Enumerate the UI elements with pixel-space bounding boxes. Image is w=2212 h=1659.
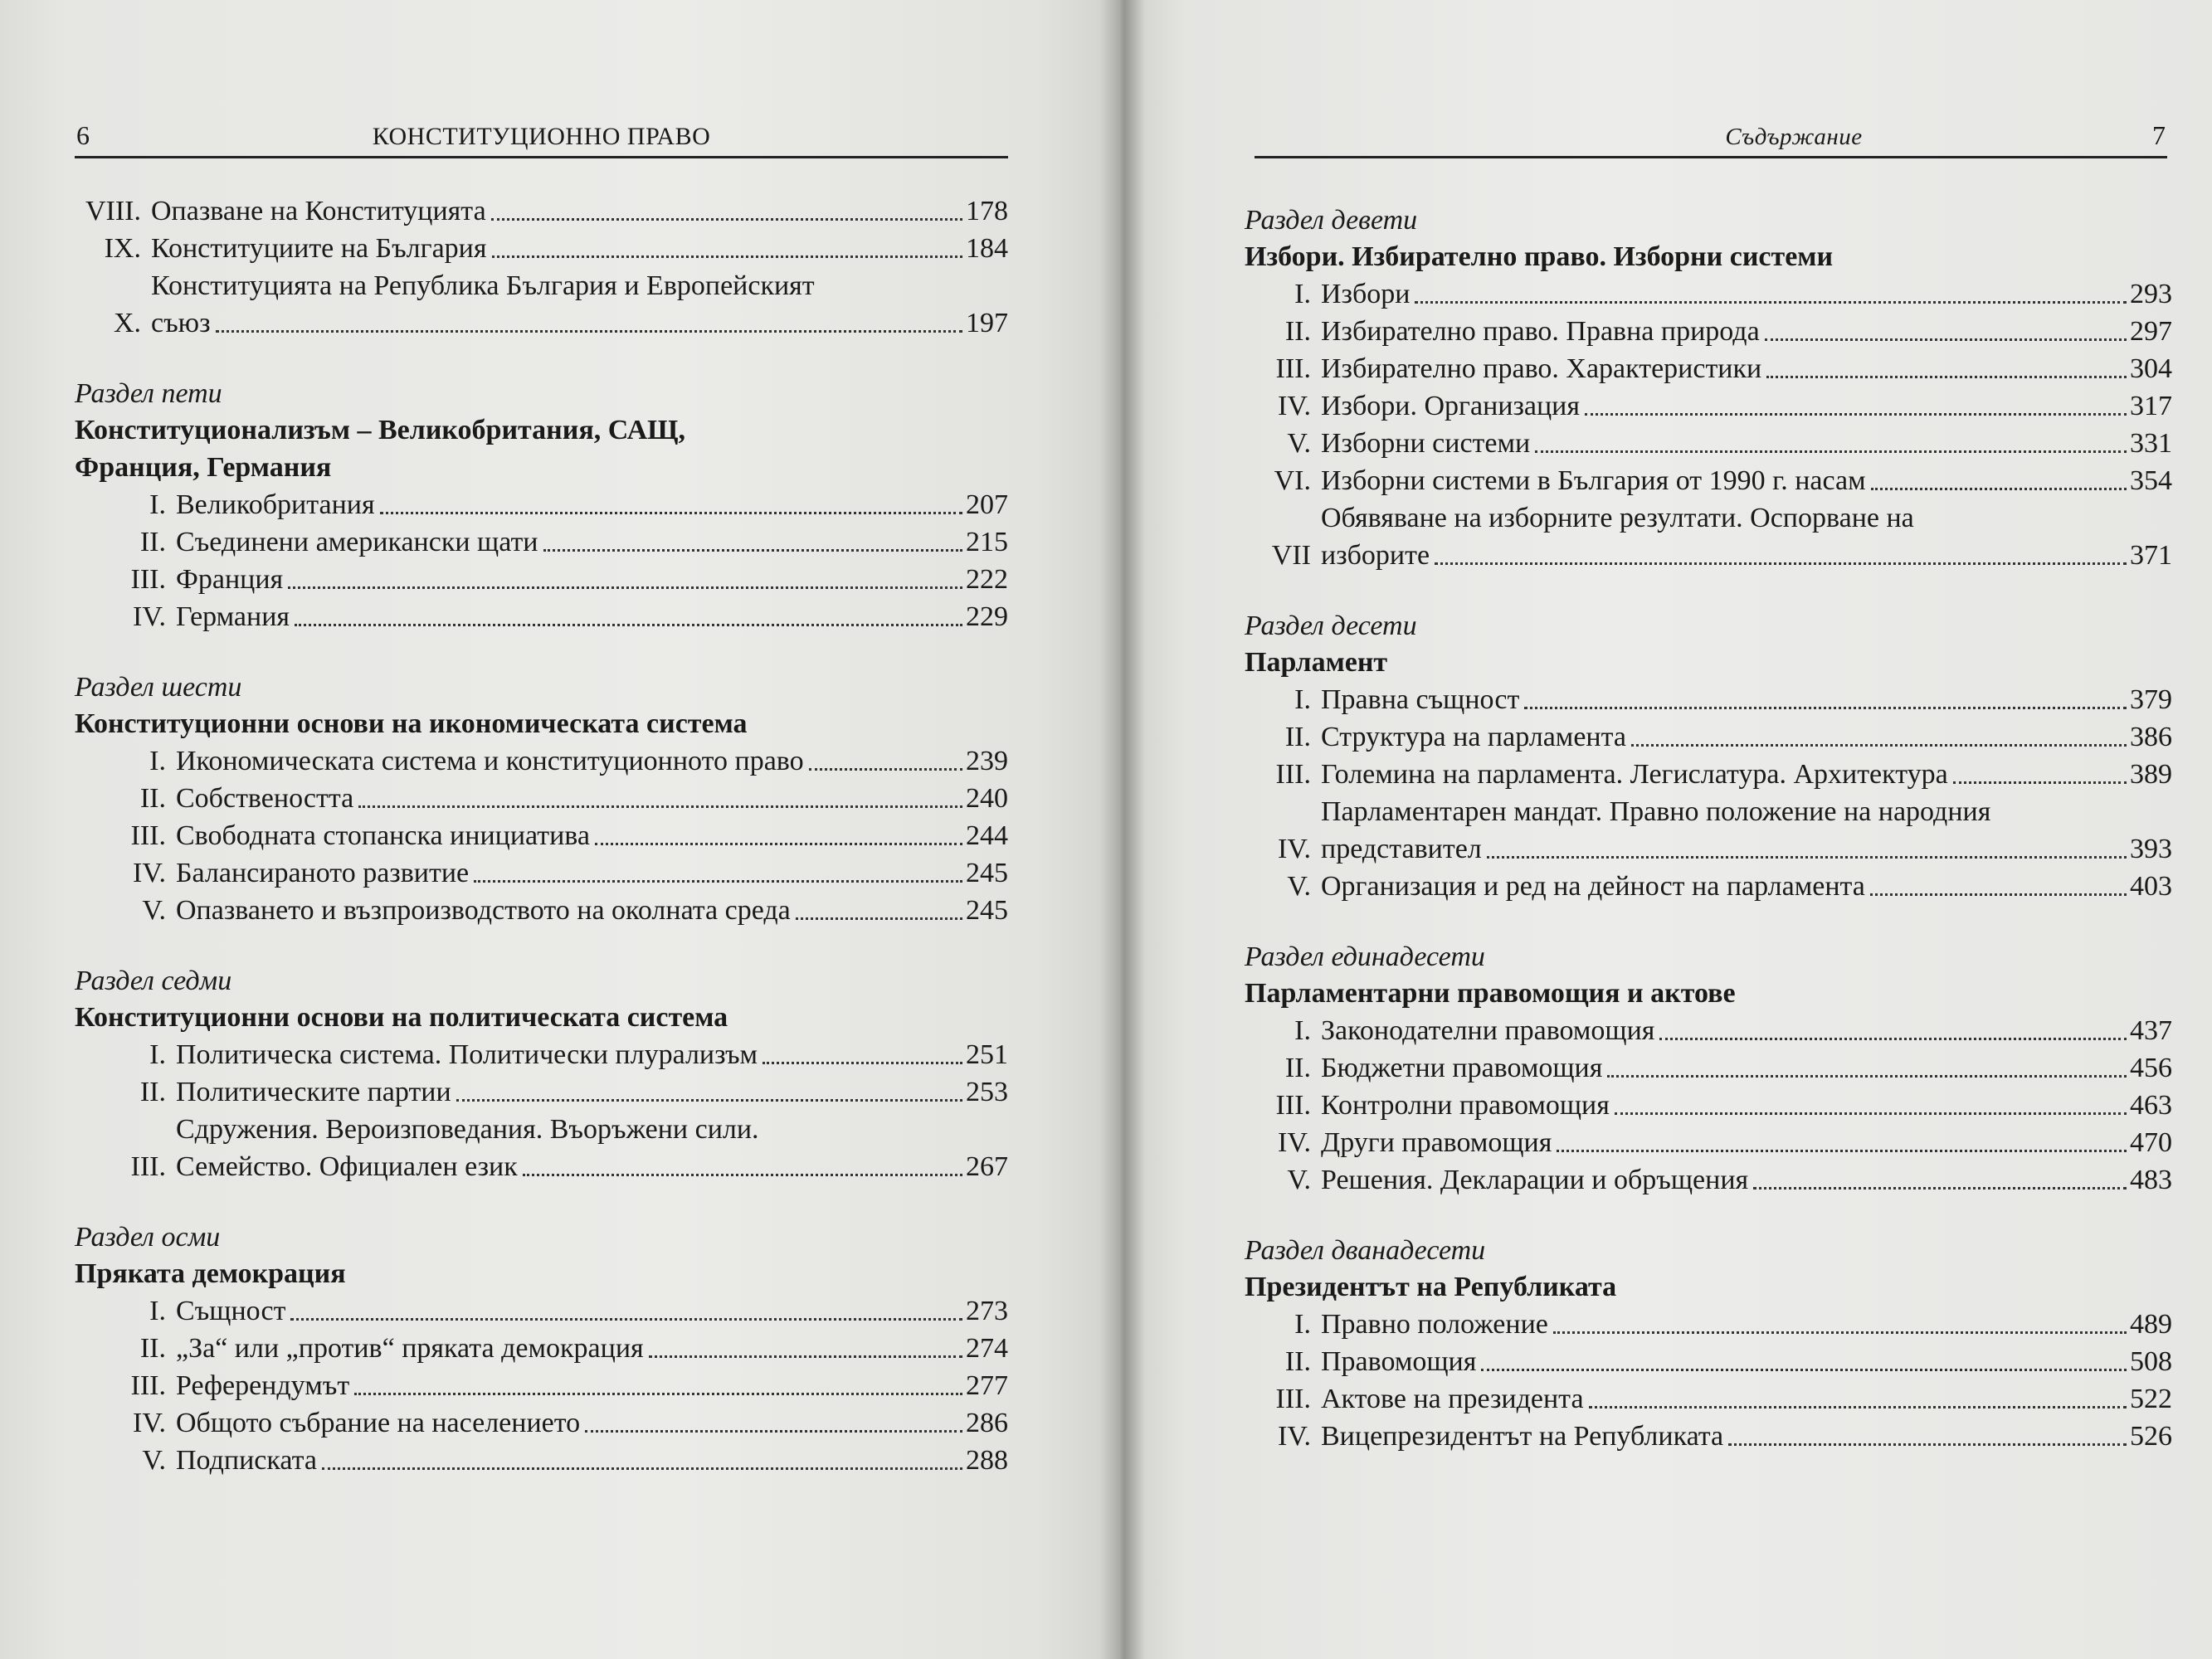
entry-page: 304 [2130,353,2172,384]
entry-page: 470 [2130,1127,2172,1158]
leader-dots [1953,781,2127,784]
entry-page: 297 [2130,316,2172,347]
toc-entry [75,742,1008,780]
entry-title: Съединени американски щати [176,527,538,557]
entry-number: II. [139,1333,166,1364]
entry-page: 489 [2130,1309,2172,1340]
entry-page: 251 [966,1039,1008,1070]
entry-page: 437 [2130,1015,2172,1046]
entry-title: Правно положение [1321,1309,1548,1340]
entry-number: II. [1284,1346,1311,1377]
toc-entry [75,230,1008,267]
entry-body [1321,1306,2172,1343]
entry-page: 389 [2130,759,2172,790]
toc-entry [75,1292,1008,1330]
leader-dots [1870,893,2127,896]
leader-dots [216,330,962,333]
entry-title: Икономическата система и конституционното право [176,746,804,776]
entry-title-continued: изборите [1321,540,1430,571]
leader-dots [288,586,962,589]
section-heading: Парламент [1245,647,1388,678]
leader-dots [1535,450,2127,453]
entry-number: II. [139,1077,166,1107]
entry-number: IV. [133,601,166,632]
entry-number: III. [1275,1384,1311,1414]
leader-dots [1607,1075,2127,1078]
entry-page: 197 [966,308,1008,338]
leader-dots [523,1174,962,1176]
entry-number: III. [1275,353,1311,384]
entry-page: 178 [966,196,1008,226]
entry-title: Опазване на Конституцията [151,196,486,226]
entry-number: V. [1287,1165,1311,1195]
entry-title: Решения. Декларации и обръщения [1321,1165,1749,1195]
running-title: КОНСТИТУЦИОННО ПРАВО [372,123,711,150]
entry-page: 267 [966,1151,1008,1182]
entry-number: II. [139,783,166,814]
toc-entry [1245,1161,2172,1199]
running-title: Съдържание [1725,124,1863,150]
entry-body [176,598,1008,635]
entry-title: Организация и ред на дейност на парламента [1321,871,1865,902]
toc-entry [1245,1418,2172,1455]
entry-number: II. [1284,722,1311,752]
entry-page: 245 [966,858,1008,888]
entry-page: 239 [966,746,1008,776]
entry-number: I. [149,1039,166,1070]
page-number: 7 [2152,120,2166,150]
section-heading: Парламентарни правомощия и актове [1245,978,1736,1009]
entry-title: Конституциите на България [151,233,487,264]
entry-page: 456 [2130,1053,2172,1083]
section-heading: Избори. Избирателно право. Изборни системи [1245,241,1834,272]
entry-body [1321,275,2172,313]
entry-number: IV. [1278,834,1311,864]
entry-number: V. [142,895,166,926]
entry-page: 244 [966,820,1008,851]
entry-title: Бюджетни правомощия [1321,1053,1603,1083]
leader-dots [595,843,962,845]
entry-page: 288 [966,1445,1008,1476]
entry-title: Избирателно право. Характеристики [1321,353,1762,384]
toc-entry [75,598,1008,635]
entry-number: I. [149,746,166,776]
entry-page: 245 [966,895,1008,926]
toc-entry [1245,1343,2172,1380]
leader-dots [543,549,962,552]
entry-number: II. [139,527,166,557]
entry-title: Германия [176,601,290,632]
entry-body [151,192,1008,230]
entry-title: Големина на парламента. Легислатура. Архитектура [1321,759,1948,790]
entry-title: Изборни системи в България от 1990 г. насам [1321,465,1866,496]
entry-page: 393 [2130,834,2172,864]
toc-entry [1245,275,2172,313]
leader-dots [1728,1443,2127,1446]
entry-number: IV. [133,858,166,888]
entry-page: 331 [2130,428,2172,459]
entry-number: VII [1271,540,1311,571]
toc-entry [75,780,1008,817]
section-heading-continued: Франция, Германия [75,452,332,483]
entry-title: „За“ или „против“ пряката демокрация [176,1333,644,1364]
toc-entry [75,1073,1008,1111]
leader-dots [1585,413,2127,416]
entry-body [176,892,1008,929]
entry-title-continued: съюз [151,308,211,338]
leader-dots [1557,1150,2127,1152]
entry-body [176,486,1008,523]
entry-continuation [176,1148,1008,1185]
toc-section [75,377,1008,635]
entry-number: IX. [104,233,141,264]
toc-entry [1245,499,2172,574]
leader-dots [492,255,963,258]
entry-page: 286 [966,1408,1008,1438]
toc-entry [1245,793,2172,868]
entry-page: 240 [966,783,1008,814]
entry-page: 386 [2130,722,2172,752]
section-label: Раздел осми [75,1222,221,1253]
entry-page: 403 [2130,871,2172,902]
toc-section-continued [75,192,1008,342]
leader-dots [1481,1369,2127,1371]
toc-entry [75,192,1008,230]
entry-number: IV. [133,1408,166,1438]
section-label: Раздел шести [75,672,242,703]
toc-entry [1245,681,2172,718]
toc-entry [75,892,1008,929]
entry-body [1321,1380,2172,1418]
entry-number: IV. [1278,1127,1311,1158]
entry-title: Конституцията на Република България и Европейският [151,270,815,301]
entry-number: I. [1294,684,1311,715]
entry-body [1321,681,2172,718]
toc-section [75,1220,1008,1479]
entry-body [176,561,1008,598]
entry-page: 293 [2130,279,2172,309]
toc-entry [1245,313,2172,350]
toc-section [75,670,1008,929]
toc-entry [75,1442,1008,1479]
toc-entry [1245,1306,2172,1343]
entry-number: V. [1287,428,1311,459]
entry-title: Великобритания [176,489,375,520]
toc-content [1245,203,2172,1490]
entry-body [176,854,1008,892]
entry-title: Свободната стопанска инициатива [176,820,590,851]
entry-title: Референдумът [176,1370,350,1401]
leader-dots [1415,301,2127,304]
leader-dots [358,805,962,808]
toc-entry [75,1330,1008,1367]
entry-page: 215 [966,527,1008,557]
entry-page: 379 [2130,684,2172,715]
toc-entry [1245,1049,2172,1087]
entry-body [176,523,1008,561]
entry-body [1321,499,2172,574]
entry-body [1321,350,2172,387]
leader-dots [649,1355,962,1358]
entry-number: IV. [1278,1421,1311,1452]
entry-page: 184 [966,233,1008,264]
entry-number: I. [149,489,166,520]
entry-title: Законодателни правомощия [1321,1015,1655,1046]
entry-body [1321,756,2172,793]
entry-body [176,1111,1008,1185]
leader-dots [456,1099,962,1102]
entry-title-continued: представител [1321,834,1482,864]
entry-body [1321,462,2172,499]
entry-body [151,230,1008,267]
leader-dots [796,917,962,920]
toc-entry [75,267,1008,342]
page-number: 6 [76,120,90,150]
leader-dots [295,624,962,626]
leader-dots [1487,856,2127,859]
entry-page: 253 [966,1077,1008,1107]
entry-body [176,1036,1008,1073]
entry-title: Парламентарен мандат. Правно положение на народния [1321,796,1991,827]
entry-body [1321,425,2172,462]
leader-dots [1753,1187,2127,1190]
section-label: Раздел десети [1245,611,1417,641]
entry-number: III. [1275,759,1311,790]
leader-dots [491,218,962,221]
toc-entry [75,561,1008,598]
entry-body [1321,718,2172,756]
entry-number: VIII. [85,196,141,226]
entry-title: Вицепрезидентът на Републиката [1321,1421,1724,1452]
entry-page: 222 [966,564,1008,595]
entry-title: Избирателно право. Правна природа [1321,316,1760,347]
toc-entry [1245,868,2172,905]
section-heading: Конституционализъм – Великобритания, САЩ, [75,415,685,445]
entry-body [1321,1012,2172,1049]
entry-number: VI. [1274,465,1311,496]
toc-section [1245,940,2172,1199]
toc-section [75,964,1008,1185]
entry-title: Структура на парламента [1321,722,1626,752]
section-label: Раздел единадесети [1245,941,1485,972]
entry-body [176,1073,1008,1111]
section-label: Раздел пети [75,378,222,409]
leader-dots [1659,1038,2127,1040]
entry-page: 229 [966,601,1008,632]
entry-continuation [1321,537,2172,574]
entry-title-continued: Семейство. Официален език [176,1151,518,1182]
entry-body [176,1292,1008,1330]
leader-dots [1871,488,2127,490]
entry-title: Подписката [176,1445,317,1476]
entry-number: I. [1294,279,1311,309]
leader-dots [763,1062,962,1064]
entry-title: Избори. Организация [1321,391,1581,421]
entry-number: V. [1287,871,1311,902]
toc-entry [1245,1012,2172,1049]
section-heading: Пряката демокрация [75,1258,346,1289]
toc-entry [75,523,1008,561]
toc-entry [75,817,1008,854]
entry-title: Правомощия [1321,1346,1477,1377]
entry-page: 508 [2130,1346,2172,1377]
entry-body [176,817,1008,854]
section-heading: Конституционни основи на икономическата система [75,708,748,739]
toc-entry [1245,387,2172,425]
entry-number: I. [149,1296,166,1326]
entry-title: Сдружения. Вероизповедания. Въоръжени сили. [176,1114,759,1145]
entry-body [176,742,1008,780]
entry-title: Контролни правомощия [1321,1090,1610,1121]
entry-body [1321,1161,2172,1199]
entry-number: V. [142,1445,166,1476]
leader-dots [1524,707,2127,709]
page-header [1255,120,2167,158]
leader-dots [474,880,962,883]
entry-page: 371 [2130,540,2172,571]
entry-continuation [151,304,1008,342]
entry-body [1321,313,2172,350]
toc-entry [75,1367,1008,1404]
entry-body [176,1442,1008,1479]
entry-page: 273 [966,1296,1008,1326]
leader-dots [322,1467,962,1470]
entry-number: III. [130,564,166,595]
entry-number: II. [1284,316,1311,347]
toc-entry [1245,756,2172,793]
leader-dots [1553,1331,2127,1334]
toc-entry [75,1036,1008,1073]
entry-body [151,267,1008,342]
entry-title: Същност [176,1296,286,1326]
book-gutter [1099,0,1145,1659]
entry-body [1321,1049,2172,1087]
entry-number: III. [130,1151,166,1182]
entry-body [1321,1087,2172,1124]
entry-body [176,1367,1008,1404]
entry-title: Франция [176,564,284,595]
entry-title: Общото събрание на населението [176,1408,581,1438]
toc-entry [1245,462,2172,499]
toc-entry [75,1111,1008,1185]
leader-dots [1765,338,2127,341]
entry-continuation [1321,830,2172,868]
entry-page: 354 [2130,465,2172,496]
entry-title: Обявяване на изборните резултати. Оспорване на [1321,503,1914,533]
section-label: Раздел девети [1245,205,1418,236]
entry-body [176,1330,1008,1367]
section-heading: Президентът на Републиката [1245,1272,1617,1302]
entry-title: Избори [1321,279,1411,309]
toc-section [1245,1233,2172,1455]
toc-entry [1245,718,2172,756]
entry-title: Политическа система. Политически плурализъм [176,1039,758,1070]
entry-body [1321,387,2172,425]
leader-dots [585,1430,962,1433]
toc-entry [1245,1124,2172,1161]
entry-title: Актове на президента [1321,1384,1584,1414]
leader-dots [1435,562,2127,565]
entry-body [176,1404,1008,1442]
entry-page: 277 [966,1370,1008,1401]
entry-body [1321,1343,2172,1380]
entry-title: Правна същност [1321,684,1520,715]
entry-body [1321,868,2172,905]
toc-entry [1245,350,2172,387]
toc-entry [1245,1380,2172,1418]
section-label: Раздел дванадесети [1245,1235,1486,1266]
page-header [75,120,1008,158]
entry-number: X. [113,308,141,338]
section-heading: Конституционни основи на политическата система [75,1002,728,1033]
entry-number: II. [1284,1053,1311,1083]
entry-body [176,780,1008,817]
leader-dots [1631,744,2127,747]
toc-entry [75,486,1008,523]
entry-title: Опазването и възпроизводството на околната среда [176,895,791,926]
toc-entry [75,854,1008,892]
entry-number: I. [1294,1015,1311,1046]
entry-number: III. [130,1370,166,1401]
entry-title: Други правомощия [1321,1127,1552,1158]
entry-number: I. [1294,1309,1311,1340]
entry-page: 483 [2130,1165,2172,1195]
entry-number: III. [130,820,166,851]
entry-number: IV. [1278,391,1311,421]
toc-entry [75,1404,1008,1442]
entry-body [1321,1124,2172,1161]
entry-title: Изборни системи [1321,428,1531,459]
toc-section [1245,609,2172,905]
leader-dots [1589,1406,2127,1408]
leader-dots [1615,1112,2127,1115]
leader-dots [1766,376,2127,378]
entry-page: 317 [2130,391,2172,421]
toc-entry [1245,425,2172,462]
section-label: Раздел седми [75,966,232,996]
entry-page: 274 [966,1333,1008,1364]
entry-title: Собствеността [176,783,354,814]
right-page [1120,0,2212,1659]
entry-number: III. [1275,1090,1311,1121]
leader-dots [809,768,962,771]
leader-dots [380,512,962,514]
entry-page: 526 [2130,1421,2172,1452]
entry-page: 522 [2130,1384,2172,1414]
entry-title: Политическите партии [176,1077,451,1107]
leader-dots [354,1393,962,1395]
entry-body [1321,1418,2172,1455]
leader-dots [290,1318,962,1321]
entry-title: Балансираното развитие [176,858,470,888]
toc-content [75,192,1008,1514]
toc-section [1245,203,2172,574]
entry-body [1321,793,2172,868]
toc-entry [1245,1087,2172,1124]
entry-page: 207 [966,489,1008,520]
entry-page: 463 [2130,1090,2172,1121]
